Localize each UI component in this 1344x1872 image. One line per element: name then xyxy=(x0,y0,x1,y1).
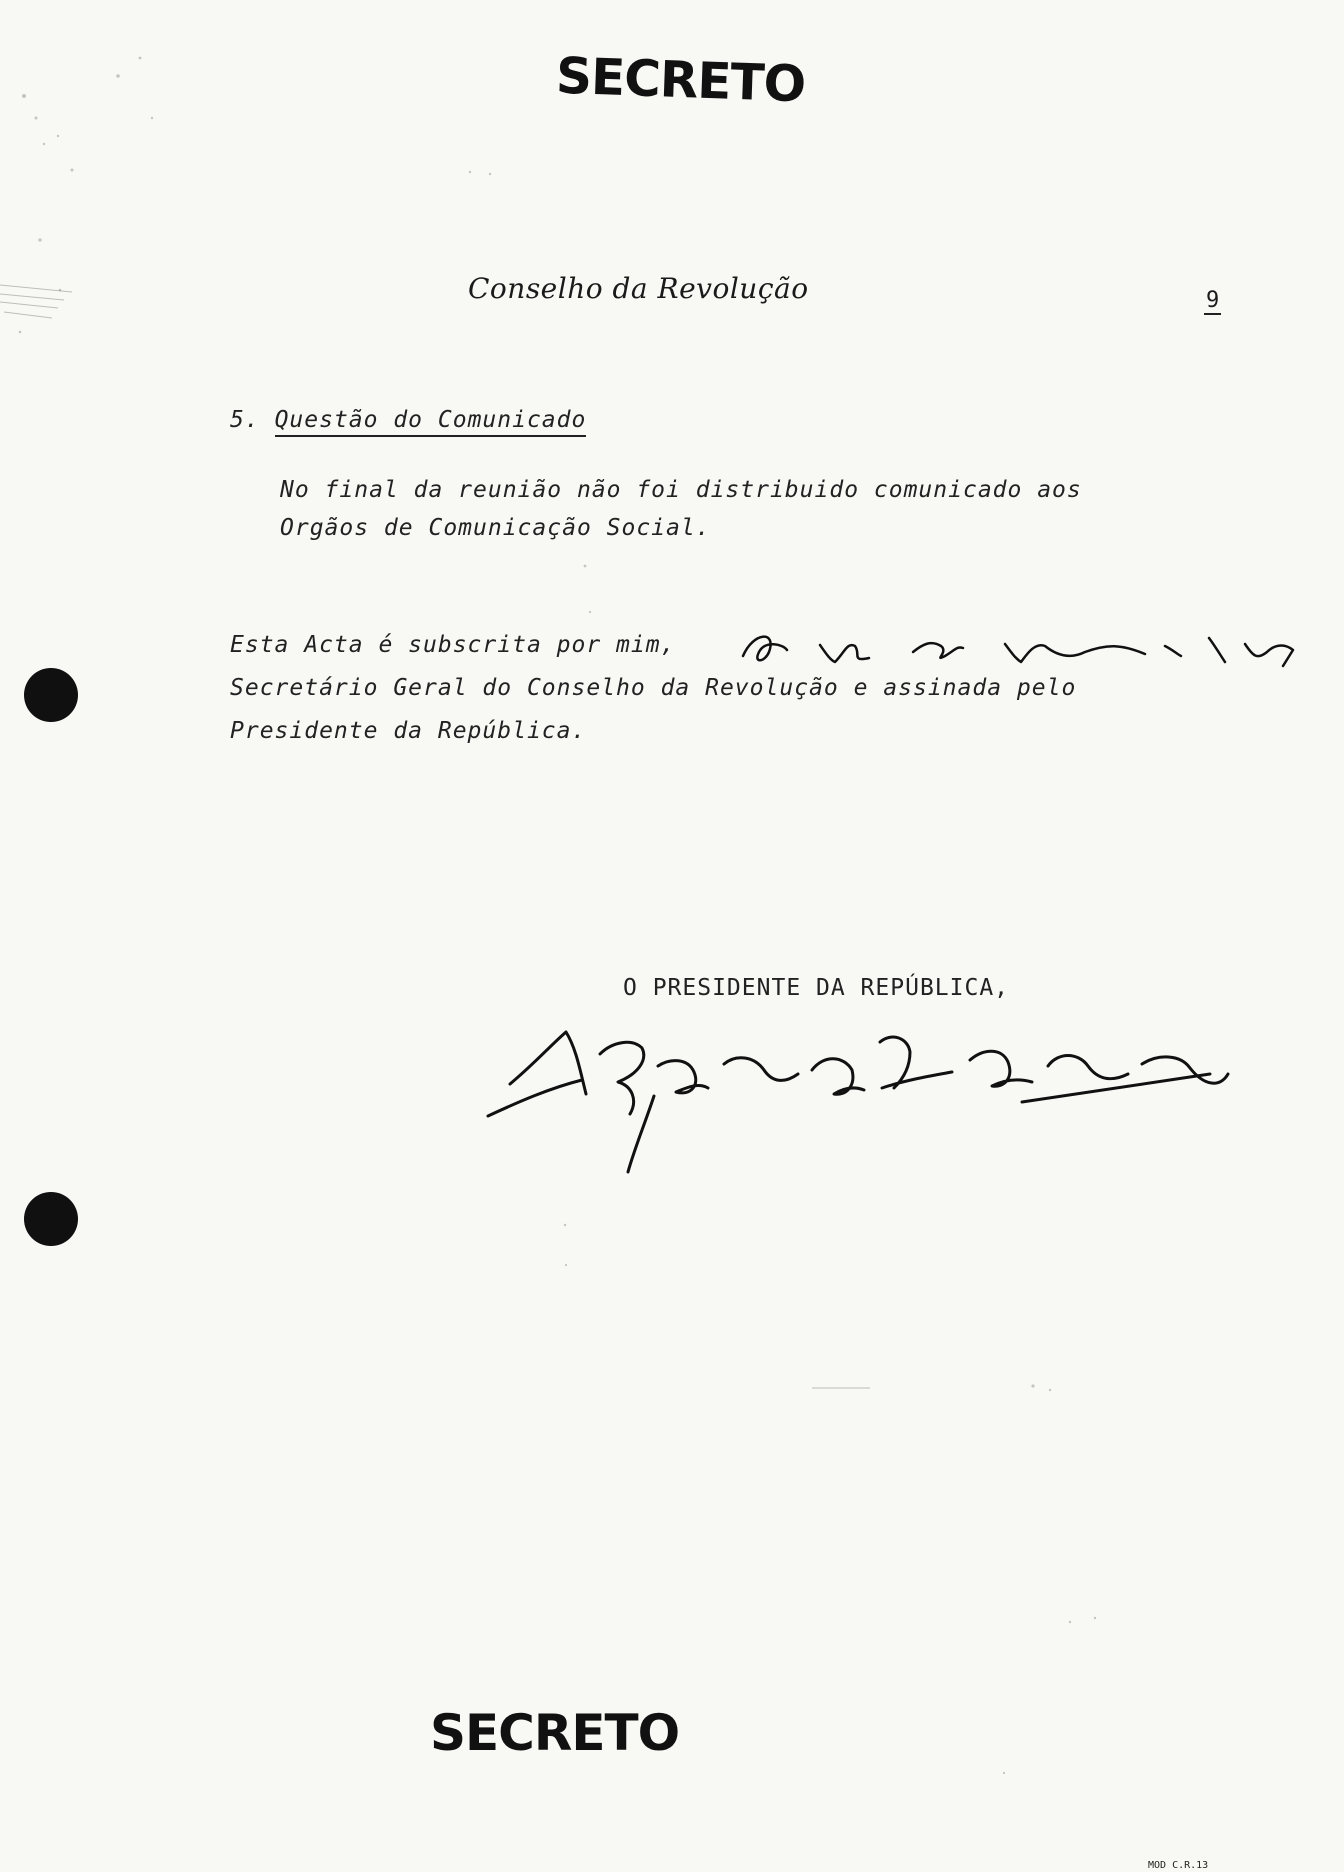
president-label: O PRESIDENTE DA REPÚBLICA, xyxy=(623,975,1010,1001)
president-signature xyxy=(462,990,1230,1180)
punch-hole-bottom xyxy=(24,1192,78,1246)
paragraph-line-1: No final da reunião não foi distribuido comunicado aos xyxy=(280,477,1082,503)
secret-stamp-bottom: SECRETO xyxy=(430,1704,680,1762)
closing-line-2: Secretário Geral do Conselho da Revolução e assinada pelo xyxy=(230,675,1077,701)
section-title: Questão do Comunicado xyxy=(275,407,587,437)
punch-hole-top xyxy=(24,668,78,722)
closing-line-3: Presidente da República. xyxy=(230,718,587,744)
page-number: 9 xyxy=(1204,288,1221,315)
secret-stamp-top: SECRETO xyxy=(555,46,807,114)
section-number: 5. xyxy=(230,407,260,433)
paragraph-line-2: Orgãos de Comunicação Social. xyxy=(280,515,711,541)
letterhead-title: Conselho da Revolução xyxy=(468,272,809,305)
closing-line-1: Esta Acta é subscrita por mim, xyxy=(230,632,676,658)
section-heading xyxy=(230,407,586,433)
footer-code: MOD C.R.13 xyxy=(1148,1860,1209,1871)
secretary-signature xyxy=(735,622,1305,678)
